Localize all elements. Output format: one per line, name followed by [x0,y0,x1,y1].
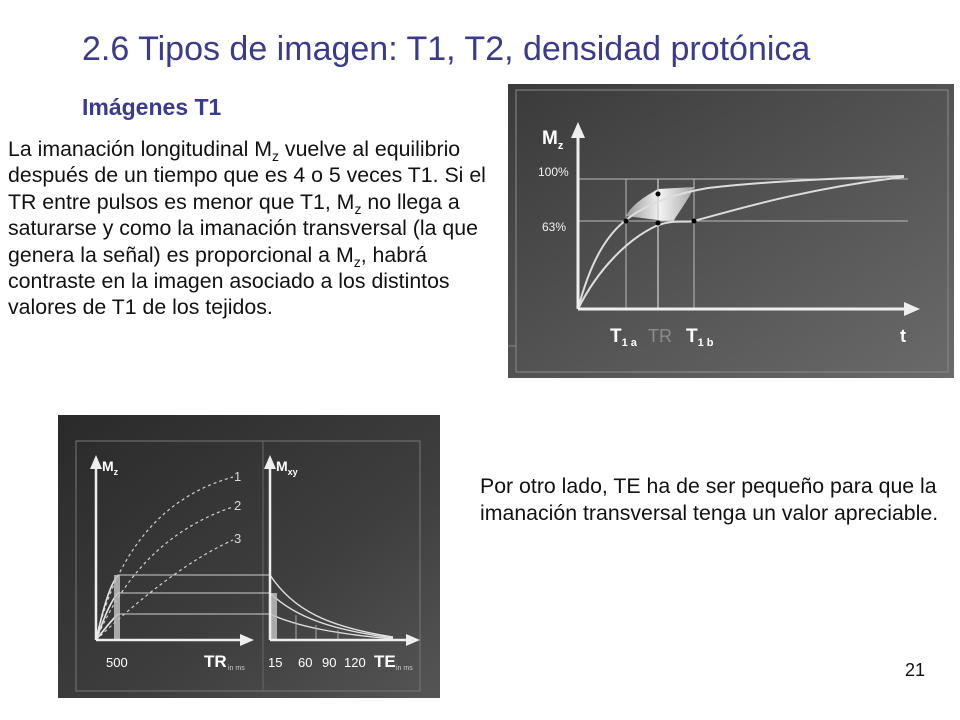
tr-500-bar [114,575,120,640]
label-100-percent: 100% [538,165,569,179]
te-15-bar [271,593,277,640]
te-axis-unit: in ms [396,665,413,672]
paragraph-t1-explanation [8,136,488,321]
para1-text-1: La imanación longitudinal M [8,137,273,161]
tr-point-upper [656,192,661,197]
tr-point-lower [656,221,661,226]
t1a-point [624,219,629,224]
tr-axis-label: TR [204,652,227,671]
y-axis-label-main: M [542,128,558,149]
t1b-label-main: T [686,326,698,347]
tr-axis-unit: in ms [228,665,245,672]
paragraph-te-explanation: Por otro lado, TE ha de ser pequeño para que la imanación transversal tenga un valor apreciable. [480,474,939,525]
tr-tick-500: 500 [106,655,128,670]
page-number: 21 [905,660,926,680]
curve-label-3: 3 [234,531,242,546]
t1a-label-sub: 1 a [621,337,637,349]
left-y-axis-label-sub: z [113,467,119,477]
para1-text-3: no llega a saturarse y como la imanación transversal (la que genera la señal) es proporcional a M [8,189,478,267]
section-heading: Imágenes T1 [82,94,222,120]
para1-text-2: vuelve al equilibrio después de un tiempo que es 4 o 5 veces T1. Si el TR entre pulsos es menor que T1, M [8,137,486,214]
curve-label-2: 2 [234,498,242,513]
y-axis-label-sub: z [557,140,564,152]
t1b-label-sub: 1 b [697,337,714,349]
te-tick-60: 60 [298,655,313,670]
curve-label-1: 1 [234,469,242,484]
t1-recovery-figure [508,84,954,378]
tr-te-contrast-figure [58,415,440,698]
para1-subscript-3: z [353,253,361,270]
tr-label: TR [648,326,672,346]
x-axis-label: t [900,326,906,346]
t1a-label-main: T [610,326,622,347]
right-y-axis-label-main: M [276,458,288,474]
t1b-point [692,219,697,224]
label-63-percent: 63% [542,220,567,234]
slide-title: 2.6 Tipos de imagen: T1, T2, densidad protónica [82,30,811,68]
te-tick-90: 90 [322,655,337,670]
te-tick-120: 120 [344,655,366,670]
figure-1-background [508,84,954,378]
left-y-axis-label-main: M [102,458,114,474]
right-y-axis-label-sub: xy [287,467,298,477]
para1-text-4: , habrá contraste en la imagen asociado a los distintos valores de T1 de los tejidos. [8,242,450,320]
para1-subscript-1: z [272,148,280,164]
te-tick-15: 15 [268,655,283,670]
para1-subscript-2: z [354,200,362,217]
te-axis-label: TE [374,652,396,671]
